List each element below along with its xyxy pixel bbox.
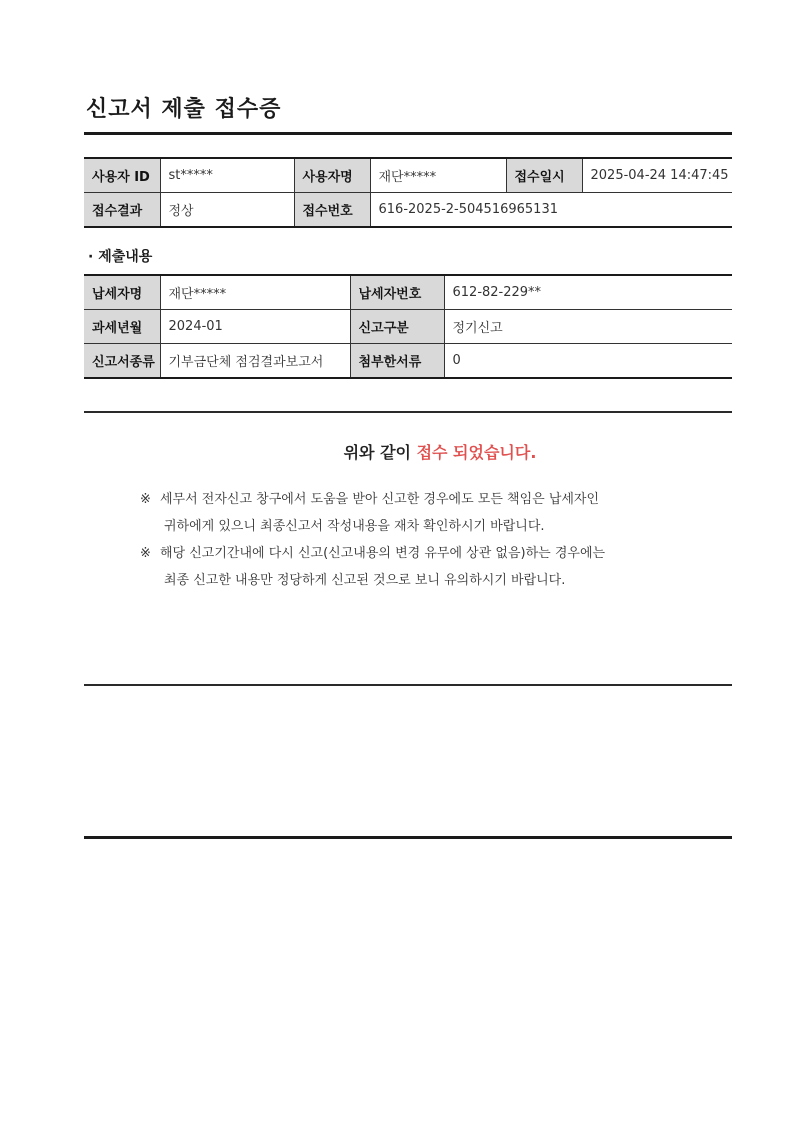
tax-period-value: 2024-01 (160, 310, 350, 344)
table-row (84, 193, 732, 228)
receipt-info-table (84, 157, 732, 228)
page-title: 신고서 제출 접수증 (86, 97, 282, 122)
lower-divider (84, 684, 732, 686)
submission-table (84, 274, 732, 379)
notice-list (140, 486, 700, 594)
filing-type-value: 정기신고 (444, 310, 732, 344)
taxpayer-name-label: 납세자명 (84, 275, 160, 310)
user-id-value: st***** (160, 158, 294, 193)
notice-item (140, 486, 700, 540)
notice-line: 최종 신고한 내용만 정당하게 신고된 것으로 보니 유의하시기 바랍니다. (164, 573, 566, 588)
tax-period-label: 과세년월 (84, 310, 160, 344)
table-row (84, 310, 732, 344)
taxpayer-no-value: 612-82-229** (444, 275, 732, 310)
reference-mark: ※ (140, 492, 151, 507)
notice-item (140, 540, 700, 594)
bottom-divider (84, 836, 732, 839)
confirmation-message (0, 440, 800, 463)
notice-line: 귀하에게 있으니 최종신고서 작성내용을 재차 확인하시기 바랍니다. (164, 519, 545, 534)
received-at-label: 접수일시 (506, 158, 582, 193)
report-type-value: 기부금단체 점검결과보고서 (160, 344, 350, 379)
filing-type-label: 신고구분 (350, 310, 444, 344)
taxpayer-no-label: 납세자번호 (350, 275, 444, 310)
notice-line: 해당 신고기간내에 다시 신고(신고내용의 변경 유무에 상관 없음)하는 경우에는 (160, 546, 606, 561)
table-row (84, 158, 732, 193)
user-id-label: 사용자 ID (84, 158, 160, 193)
received-at-value: 2025-04-24 14:47:45 (582, 158, 732, 193)
submission-heading: · 제출내용 (88, 249, 153, 265)
result-label: 접수결과 (84, 193, 160, 228)
confirmation-prefix: 위와 같이 (343, 443, 417, 462)
attachments-value: 0 (444, 344, 732, 379)
title-divider (84, 132, 732, 135)
table-row (84, 275, 732, 310)
confirmation-highlight: 접수 되었습니다. (416, 443, 537, 462)
user-name-label: 사용자명 (294, 158, 370, 193)
table-row (84, 344, 732, 379)
receipt-no-label: 접수번호 (294, 193, 370, 228)
taxpayer-name-value: 재단***** (160, 275, 350, 310)
receipt-no-value: 616-2025-2-504516965131 (370, 193, 732, 228)
attachments-label: 첨부한서류 (350, 344, 444, 379)
section-divider (84, 411, 732, 413)
report-type-label: 신고서종류 (84, 344, 160, 379)
reference-mark: ※ (140, 546, 151, 561)
user-name-value: 재단***** (370, 158, 506, 193)
notice-line: 세무서 전자신고 창구에서 도움을 받아 신고한 경우에도 모든 책임은 납세자인 (160, 492, 600, 507)
result-value: 정상 (160, 193, 294, 228)
